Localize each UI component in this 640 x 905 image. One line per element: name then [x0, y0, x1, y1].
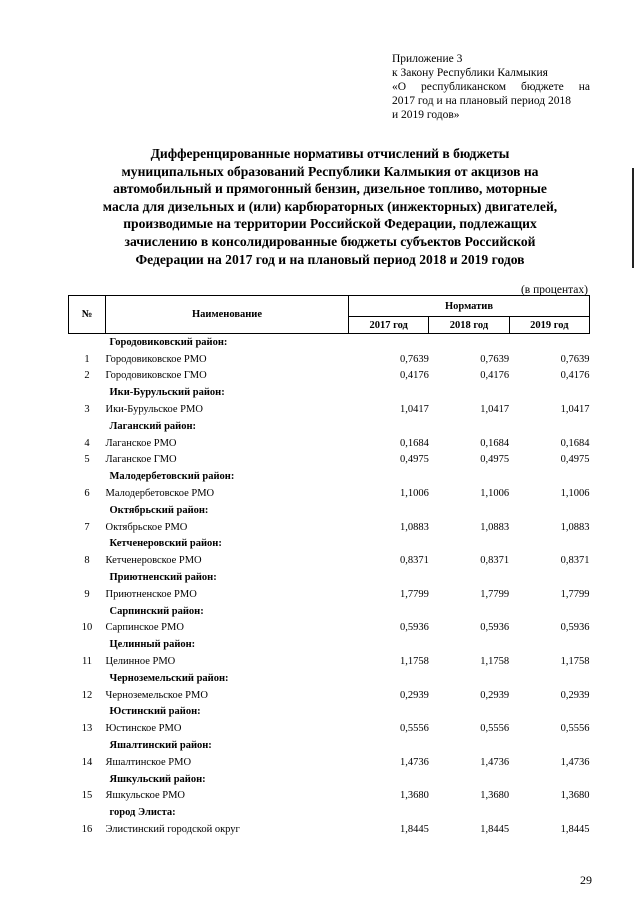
- district-row: [69, 771, 590, 788]
- value-2019: 1,1758: [560, 656, 590, 668]
- table-row: [69, 452, 590, 469]
- value-2018: 0,8371: [480, 555, 510, 567]
- norms-table: [68, 295, 590, 838]
- municipality-name: Яшалтинское РМО: [105, 756, 192, 768]
- value-2017: 1,1758: [399, 656, 429, 668]
- scan-edge-mark: [632, 168, 634, 268]
- value-2019: 1,0883: [560, 521, 590, 533]
- row-num: 6: [84, 488, 90, 500]
- value-2018: 0,2939: [480, 689, 510, 701]
- value-2018: 1,4736: [480, 756, 510, 768]
- district-row: [69, 737, 590, 754]
- row-num: [69, 468, 106, 485]
- page-number: 29: [580, 873, 592, 887]
- table-row: [69, 485, 590, 502]
- row-num: [69, 603, 106, 620]
- value-2017: 0,2939: [399, 689, 429, 701]
- value-2017: 1,0883: [399, 521, 429, 533]
- value-2019: 0,2939: [560, 689, 590, 701]
- value-2018: 1,8445: [480, 824, 510, 835]
- table-row: [69, 821, 590, 838]
- row-num: [69, 334, 106, 351]
- row-num: [69, 670, 106, 687]
- municipality-name: Яшкульское РМО: [105, 790, 186, 802]
- municipality-name: Лаганское РМО: [105, 437, 177, 449]
- district-name: город Элиста:: [109, 807, 176, 819]
- row-num: [69, 536, 106, 553]
- appendix-line: к Закону Республики Калмыкия: [392, 67, 548, 79]
- district-row: [69, 384, 590, 401]
- value-2018: 0,1684: [480, 437, 510, 449]
- value-2019: 0,5556: [560, 723, 590, 735]
- municipality-name: Приютненское РМО: [105, 588, 197, 600]
- value-2017: 0,7639: [399, 353, 429, 365]
- row-num: [69, 636, 106, 653]
- title-line: масла для дизельных и (или) карбюраторных (инжекторных) двигателей,: [102, 198, 558, 214]
- district-row: [69, 468, 590, 485]
- header-2019: 2019 год: [509, 317, 589, 334]
- value-2017: 1,4736: [399, 756, 429, 768]
- table-row: [69, 435, 590, 452]
- district-row: [69, 418, 590, 435]
- value-2018: 1,3680: [480, 790, 510, 802]
- district-name: Лаганский район:: [109, 420, 197, 432]
- municipality-name: Юстинское РМО: [105, 723, 182, 735]
- header-2018: 2018 год: [429, 317, 509, 334]
- row-num: [69, 418, 106, 435]
- row-num: 3: [84, 404, 90, 416]
- row-num: 5: [84, 454, 90, 466]
- district-row: [69, 636, 590, 653]
- table-row: [69, 368, 590, 385]
- table-row: [69, 788, 590, 805]
- table-row: [69, 351, 590, 368]
- row-num: 9: [84, 588, 90, 600]
- district-row: [69, 334, 590, 351]
- municipality-name: Сарпинское РМО: [105, 622, 184, 634]
- district-name: Юстинский район:: [109, 706, 201, 718]
- value-2018: 1,7799: [480, 588, 510, 600]
- district-name: Яшкульский район:: [109, 773, 206, 785]
- appendix-line: и 2019 годов»: [392, 109, 460, 121]
- units-note: (в процентах): [520, 284, 588, 296]
- municipality-name: Лаганское ГМО: [105, 454, 177, 466]
- table-row: [69, 754, 590, 771]
- value-2018: 1,1758: [480, 656, 510, 668]
- district-row: [69, 704, 590, 721]
- row-num: 13: [81, 723, 93, 735]
- row-num: 15: [81, 790, 93, 802]
- district-row: [69, 502, 590, 519]
- table-row: [69, 687, 590, 704]
- municipality-name: Целинное РМО: [105, 656, 176, 668]
- table-row: [69, 401, 590, 418]
- value-2018: 0,4176: [480, 370, 510, 382]
- district-name: Октябрьский район:: [109, 504, 209, 516]
- row-num: 11: [81, 656, 93, 668]
- appendix-line: «О республиканском бюджете на: [392, 81, 590, 93]
- district-name: Черноземельский район:: [109, 672, 229, 684]
- appendix-line: Приложение 3: [392, 53, 463, 65]
- table-row: [69, 519, 590, 536]
- value-2019: 1,0417: [560, 404, 590, 416]
- district-name: Приютненский район:: [109, 572, 217, 584]
- title-line: автомобильный и прямогонный бензин, дизельное топливо, моторные: [113, 181, 547, 197]
- row-num: [69, 737, 106, 754]
- value-2017: 0,5936: [399, 622, 429, 634]
- value-2017: 1,0417: [399, 404, 429, 416]
- value-2019: 0,5936: [560, 622, 590, 634]
- row-num: [69, 771, 106, 788]
- value-2018: 0,5936: [480, 622, 510, 634]
- value-2017: 0,1684: [399, 437, 429, 449]
- value-2019: 1,1006: [560, 488, 590, 500]
- table-row: [69, 653, 590, 670]
- municipality-name: Малодербетовское РМО: [105, 488, 215, 500]
- row-num: [69, 704, 106, 721]
- row-num: 4: [84, 437, 90, 449]
- municipality-name: Городовиковское РМО: [105, 353, 207, 365]
- header-2017: 2017 год: [349, 317, 429, 334]
- district-row: [69, 804, 590, 821]
- district-name: Городовиковский район:: [109, 336, 228, 348]
- value-2017: 1,3680: [399, 790, 429, 802]
- row-num: 8: [84, 555, 90, 567]
- district-row: [69, 536, 590, 553]
- value-2019: 0,1684: [560, 437, 590, 449]
- district-row: [69, 603, 590, 620]
- header-num: №: [69, 296, 106, 334]
- title-line: Федерации на 2017 год и на плановый период 2018 и 2019 годов: [135, 251, 525, 267]
- row-num: 12: [81, 689, 93, 701]
- municipality-name: Черноземельское РМО: [105, 689, 208, 701]
- row-num: 14: [81, 756, 93, 768]
- district-name: Целинный район:: [109, 639, 196, 651]
- value-2018: 1,0883: [480, 521, 510, 533]
- row-num: 1: [84, 353, 90, 365]
- row-num: [69, 804, 106, 821]
- title-line: производимые на территории Российской Федерации, подлежащих: [123, 216, 537, 232]
- value-2017: 0,8371: [399, 555, 429, 567]
- district-name: Яшалтинский район:: [109, 740, 212, 752]
- value-2019: 0,8371: [560, 555, 590, 567]
- value-2017: 1,1006: [399, 488, 429, 500]
- district-row: [69, 569, 590, 586]
- table-row: [69, 552, 590, 569]
- value-2019: 1,3680: [560, 790, 590, 802]
- header-norm: Норматив: [349, 296, 590, 317]
- value-2017: 1,7799: [399, 588, 429, 600]
- title-line: зачислению в консолидированные бюджеты субъектов Российской: [124, 233, 536, 249]
- district-name: Малодербетовский район:: [109, 471, 235, 483]
- municipality-name: Ики-Бурульское РМО: [105, 404, 203, 416]
- municipality-name: Элистинский городской округ: [105, 824, 240, 835]
- value-2019: 0,4975: [560, 454, 590, 466]
- table-row: [69, 586, 590, 603]
- value-2017: 0,4975: [399, 454, 429, 466]
- row-num: 2: [84, 370, 90, 382]
- value-2019: 1,8445: [560, 824, 590, 835]
- value-2018: 1,1006: [480, 488, 510, 500]
- value-2019: 0,7639: [560, 353, 590, 365]
- appendix-line: 2017 год и на плановый период 2018: [392, 95, 572, 107]
- value-2019: 1,4736: [560, 756, 590, 768]
- district-name: Ики-Бурульский район:: [109, 387, 225, 399]
- municipality-name: Кетченеровское РМО: [105, 555, 202, 567]
- municipality-name: Октябрьское РМО: [105, 521, 188, 533]
- value-2018: 0,4975: [480, 454, 510, 466]
- district-name: Сарпинский район:: [109, 605, 204, 617]
- title-line: Дифференцированные нормативы отчислений в бюджеты: [150, 146, 510, 161]
- appendix-note: [392, 52, 590, 122]
- table-body: [69, 334, 590, 838]
- header-name: Наименование: [106, 296, 349, 334]
- value-2019: 0,4176: [560, 370, 590, 382]
- value-2018: 0,5556: [480, 723, 510, 735]
- value-2018: 1,0417: [480, 404, 510, 416]
- row-num: [69, 502, 106, 519]
- value-2017: 0,4176: [399, 370, 429, 382]
- table-row: [69, 720, 590, 737]
- row-num: [69, 569, 106, 586]
- value-2017: 1,8445: [399, 824, 429, 835]
- document-title: [70, 145, 590, 268]
- row-num: 10: [81, 622, 93, 634]
- row-num: [69, 384, 106, 401]
- value-2018: 0,7639: [480, 353, 510, 365]
- table-row: [69, 620, 590, 637]
- district-row: [69, 670, 590, 687]
- municipality-name: Городовиковское ГМО: [105, 370, 207, 382]
- title-line: муниципальных образований Республики Калмыкия от акцизов на: [121, 163, 539, 179]
- value-2017: 0,5556: [399, 723, 429, 735]
- value-2019: 1,7799: [560, 588, 590, 600]
- row-num: 16: [81, 824, 93, 835]
- row-num: 7: [84, 521, 90, 533]
- district-name: Кетченеровский район:: [109, 538, 222, 550]
